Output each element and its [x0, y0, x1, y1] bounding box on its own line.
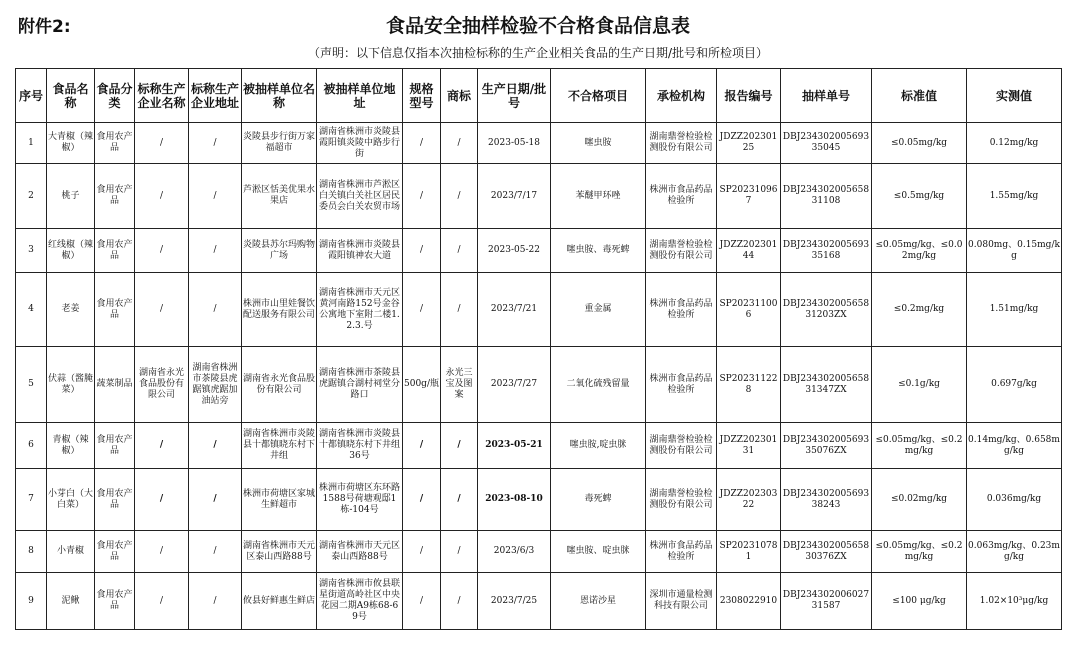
cell-manufacturer-address: / [189, 229, 242, 273]
cell-sampled-unit-address: 株洲市荷塘区东环路1588号荷塘观邸1栋-104号 [317, 469, 403, 531]
header-col-manufacturer-address: 标称生产企业地址 [189, 69, 242, 123]
cell-standard-value: ≤0.5mg/kg [872, 164, 967, 229]
cell-report-number: 2308022910 [717, 573, 781, 630]
cell-spec: / [403, 469, 441, 531]
attachment-label: 附件2: [18, 17, 71, 37]
header-col-report-number: 报告编号 [717, 69, 781, 123]
cell-trademark: / [441, 573, 478, 630]
cell-food-category: 食用农产品 [95, 164, 135, 229]
cell-food-category: 食用农产品 [95, 423, 135, 469]
cell-food-category: 食用农产品 [95, 273, 135, 347]
table-header-row [16, 69, 1062, 123]
cell-manufacturer-name: / [135, 273, 189, 347]
cell-manufacturer-name: / [135, 531, 189, 573]
cell-sampled-unit-name: 炎陵县步行街万家福超市 [242, 123, 317, 164]
cell-inspection-agency: 株洲市食品药品检验所 [646, 531, 717, 573]
header-col-sampled-unit-name: 被抽样单位名称 [242, 69, 317, 123]
cell-trademark: / [441, 229, 478, 273]
cell-failed-item: 噻虫胺 [551, 123, 646, 164]
cell-food-category: 食用农产品 [95, 123, 135, 164]
cell-spec: / [403, 164, 441, 229]
cell-report-number: SP202310967 [717, 164, 781, 229]
document-title: 食品安全抽样检验不合格食品信息表 [385, 15, 690, 37]
cell-standard-value: ≤0.05mg/kg、≤0.2mg/kg [872, 531, 967, 573]
cell-sampled-unit-address: 湖南省株洲市芦淞区白关镇白关社区居民委员会白关农贸市场 [317, 164, 403, 229]
cell-inspection-agency: 株洲市食品药品检验所 [646, 164, 717, 229]
table-row [16, 423, 1062, 469]
cell-failed-item: 毒死蜱 [551, 469, 646, 531]
header-col-production-date: 生产日期/批号 [478, 69, 551, 123]
cell-inspection-agency: 株洲市食品药品检验所 [646, 273, 717, 347]
cell-production-date: 2023/7/21 [478, 273, 551, 347]
cell-spec: / [403, 573, 441, 630]
cell-food-name: 小青椒 [47, 531, 95, 573]
header-col-measured-value: 实测值 [967, 69, 1062, 123]
cell-manufacturer-name: 湖南省永光食品股份有限公司 [135, 347, 189, 423]
cell-manufacturer-address: / [189, 469, 242, 531]
cell-sampled-unit-name: 湖南省株洲市炎陵县十都镇晓东村下井组 [242, 423, 317, 469]
cell-serial: 5 [16, 347, 47, 423]
cell-report-number: SP202311228 [717, 347, 781, 423]
cell-sampled-unit-name: 株洲市山里娃餐饮配送服务有限公司 [242, 273, 317, 347]
cell-serial: 8 [16, 531, 47, 573]
cell-failed-item: 噻虫胺、毒死蜱 [551, 229, 646, 273]
cell-production-date: 2023/6/3 [478, 531, 551, 573]
cell-sampled-unit-name: 芦淞区恬美优果水果店 [242, 164, 317, 229]
cell-spec: / [403, 273, 441, 347]
cell-sampled-unit-address: 湖南省株洲市炎陵县霞阳镇炎陵中路步行街 [317, 123, 403, 164]
cell-manufacturer-address: / [189, 123, 242, 164]
header-col-failed-item: 不合格项目 [551, 69, 646, 123]
cell-sample-number: DBJ234302005693 35045 [781, 123, 872, 164]
cell-food-name: 青椒（辣椒） [47, 423, 95, 469]
cell-serial: 2 [16, 164, 47, 229]
table-row [16, 164, 1062, 229]
cell-sampled-unit-address: 湖南省株洲市茶陵县虎踞镇合湖村祠堂分路口 [317, 347, 403, 423]
cell-measured-value: 0.063mg/kg、0.23mg/kg [967, 531, 1062, 573]
cell-trademark: / [441, 273, 478, 347]
cell-measured-value: 0.697g/kg [967, 347, 1062, 423]
cell-manufacturer-name: / [135, 573, 189, 630]
cell-production-date: 2023-05-22 [478, 229, 551, 273]
cell-trademark: / [441, 423, 478, 469]
header-col-trademark: 商标 [441, 69, 478, 123]
cell-production-date: 2023/7/25 [478, 573, 551, 630]
cell-food-name: 小芽白（大白菜） [47, 469, 95, 531]
cell-report-number: JDZZ20230144 [717, 229, 781, 273]
table-row [16, 347, 1062, 423]
statement-note: （声明：以下信息仅指本次抽检标称的生产企业相关食品的生产日期/批号和所检项目） [307, 46, 769, 60]
cell-sample-number: DBJ23430200565831108 [781, 164, 872, 229]
table-row [16, 469, 1062, 531]
header-col-serial: 序号 [16, 69, 47, 123]
cell-measured-value: 0.12mg/kg [967, 123, 1062, 164]
cell-spec: / [403, 531, 441, 573]
cell-measured-value: 1.51mg/kg [967, 273, 1062, 347]
cell-spec: / [403, 423, 441, 469]
cell-trademark: / [441, 164, 478, 229]
cell-measured-value: 1.02×10³μg/kg [967, 573, 1062, 630]
cell-serial: 9 [16, 573, 47, 630]
cell-sample-number: DBJ23430200602731587 [781, 573, 872, 630]
cell-manufacturer-address: / [189, 423, 242, 469]
cell-serial: 6 [16, 423, 47, 469]
cell-manufacturer-address: / [189, 164, 242, 229]
cell-manufacturer-address: / [189, 531, 242, 573]
cell-trademark: 永光三宝及图案 [441, 347, 478, 423]
cell-serial: 1 [16, 123, 47, 164]
header-col-sample-number: 抽样单号 [781, 69, 872, 123]
cell-sampled-unit-name: 湖南省株洲市天元区泰山西路88号 [242, 531, 317, 573]
cell-sampled-unit-name: 炎陵县苏尔玛购物广场 [242, 229, 317, 273]
cell-report-number: JDZZ20230125 [717, 123, 781, 164]
cell-report-number: SP202310781 [717, 531, 781, 573]
cell-measured-value: 0.036mg/kg [967, 469, 1062, 531]
table-row [16, 123, 1062, 164]
cell-sample-number: DBJ23430200565830376ZX [781, 531, 872, 573]
cell-standard-value: ≤100 μg/kg [872, 573, 967, 630]
cell-spec: / [403, 123, 441, 164]
cell-failed-item: 重金属 [551, 273, 646, 347]
header-col-manufacturer-name: 标称生产企业名称 [135, 69, 189, 123]
cell-sampled-unit-address: 湖南省株洲市攸县联星街道高岭社区中央花园二期A9栋68-69号 [317, 573, 403, 630]
cell-production-date: 2023/7/27 [478, 347, 551, 423]
cell-production-date: 2023/7/17 [478, 164, 551, 229]
cell-standard-value: ≤0.05mg/kg [872, 123, 967, 164]
table-row [16, 229, 1062, 273]
cell-food-category: 食用农产品 [95, 573, 135, 630]
cell-sampled-unit-address: 湖南省株洲市天元区泰山西路88号 [317, 531, 403, 573]
header-col-food-name: 食品名称 [47, 69, 95, 123]
cell-sampled-unit-address: 湖南省株洲市炎陵县十都镇晓东村下井组36号 [317, 423, 403, 469]
cell-food-category: 蔬菜制品 [95, 347, 135, 423]
cell-manufacturer-name: / [135, 164, 189, 229]
cell-sample-number: DBJ23430200569338243 [781, 469, 872, 531]
cell-measured-value: 1.55mg/kg [967, 164, 1062, 229]
cell-food-name: 老姜 [47, 273, 95, 347]
cell-inspection-agency: 湖南鼎誉检验检测股份有限公司 [646, 123, 717, 164]
cell-standard-value: ≤0.2mg/kg [872, 273, 967, 347]
cell-food-name: 桃子 [47, 164, 95, 229]
header-col-spec: 规格型号 [403, 69, 441, 123]
cell-sampled-unit-address: 湖南省株洲市炎陵县霞阳镇神农大道 [317, 229, 403, 273]
cell-serial: 7 [16, 469, 47, 531]
header-col-sampled-unit-address: 被抽样单位地址 [317, 69, 403, 123]
cell-food-category: 食用农产品 [95, 531, 135, 573]
cell-report-number: JDZZ20230131 [717, 423, 781, 469]
cell-manufacturer-name: / [135, 229, 189, 273]
cell-trademark: / [441, 469, 478, 531]
cell-sampled-unit-name: 株洲市荷塘区家城生鲜超市 [242, 469, 317, 531]
cell-standard-value: ≤0.02mg/kg [872, 469, 967, 531]
cell-standard-value: ≤0.05mg/kg、≤0.2mg/kg [872, 423, 967, 469]
cell-food-category: 食用农产品 [95, 229, 135, 273]
cell-trademark: / [441, 531, 478, 573]
header-col-standard-value: 标准值 [872, 69, 967, 123]
cell-sample-number: DBJ23430200569335168 [781, 229, 872, 273]
cell-production-date: 2023-05-18 [478, 123, 551, 164]
cell-production-date: 2023-08-10 [478, 469, 551, 531]
cell-inspection-agency: 深圳市通量检测科技有限公司 [646, 573, 717, 630]
cell-food-name: 大青椒（辣椒） [47, 123, 95, 164]
cell-report-number: SP202311006 [717, 273, 781, 347]
cell-serial: 4 [16, 273, 47, 347]
cell-failed-item: 噻虫胺,啶虫脒 [551, 423, 646, 469]
cell-food-name: 伏蒜（酱腌菜） [47, 347, 95, 423]
cell-trademark: / [441, 123, 478, 164]
table-row [16, 531, 1062, 573]
cell-failed-item: 恩诺沙星 [551, 573, 646, 630]
cell-manufacturer-address: 湖南省株洲市茶陵县虎踞镇虎踞加油站旁 [189, 347, 242, 423]
cell-manufacturer-name: / [135, 123, 189, 164]
cell-failed-item: 二氧化硫残留量 [551, 347, 646, 423]
cell-food-name: 泥鳅 [47, 573, 95, 630]
cell-failed-item: 噻虫胺、啶虫脒 [551, 531, 646, 573]
table-row [16, 273, 1062, 347]
cell-sample-number: DBJ23430200569335076ZX [781, 423, 872, 469]
unqualified-food-table [15, 68, 1062, 630]
cell-standard-value: ≤0.05mg/kg、≤0.02mg/kg [872, 229, 967, 273]
cell-sample-number: DBJ23430200565831203ZX [781, 273, 872, 347]
table-row [16, 573, 1062, 630]
cell-measured-value: 0.080mg、0.15mg/kg [967, 229, 1062, 273]
cell-spec: / [403, 229, 441, 273]
cell-sampled-unit-address: 湖南省株洲市天元区黄河南路152号金谷公寓地下室附二楼1.2.3.号 [317, 273, 403, 347]
header-col-inspection-agency: 承检机构 [646, 69, 717, 123]
cell-measured-value: 0.14mg/kg、0.658mg/kg [967, 423, 1062, 469]
cell-inspection-agency: 湖南鼎誉检验检测股份有限公司 [646, 229, 717, 273]
table-body [16, 123, 1062, 630]
cell-standard-value: ≤0.1g/kg [872, 347, 967, 423]
cell-inspection-agency: 湖南鼎誉检验检测股份有限公司 [646, 469, 717, 531]
cell-manufacturer-name: / [135, 469, 189, 531]
cell-manufacturer-address: / [189, 273, 242, 347]
cell-spec: 500g/瓶 [403, 347, 441, 423]
cell-failed-item: 苯醚甲环唑 [551, 164, 646, 229]
header-col-food-category: 食品分类 [95, 69, 135, 123]
cell-manufacturer-address: / [189, 573, 242, 630]
cell-food-name: 红线椒（辣椒） [47, 229, 95, 273]
cell-production-date: 2023-05-21 [478, 423, 551, 469]
cell-sampled-unit-name: 湖南省永光食品股份有限公司 [242, 347, 317, 423]
cell-manufacturer-name: / [135, 423, 189, 469]
cell-serial: 3 [16, 229, 47, 273]
cell-report-number: JDZZ20230322 [717, 469, 781, 531]
cell-inspection-agency: 湖南鼎誉检验检测股份有限公司 [646, 423, 717, 469]
cell-sample-number: DBJ23430200565831347ZX [781, 347, 872, 423]
cell-sampled-unit-name: 攸县好鲜惠生鲜店 [242, 573, 317, 630]
cell-food-category: 食用农产品 [95, 469, 135, 531]
cell-inspection-agency: 株洲市食品药品检验所 [646, 347, 717, 423]
